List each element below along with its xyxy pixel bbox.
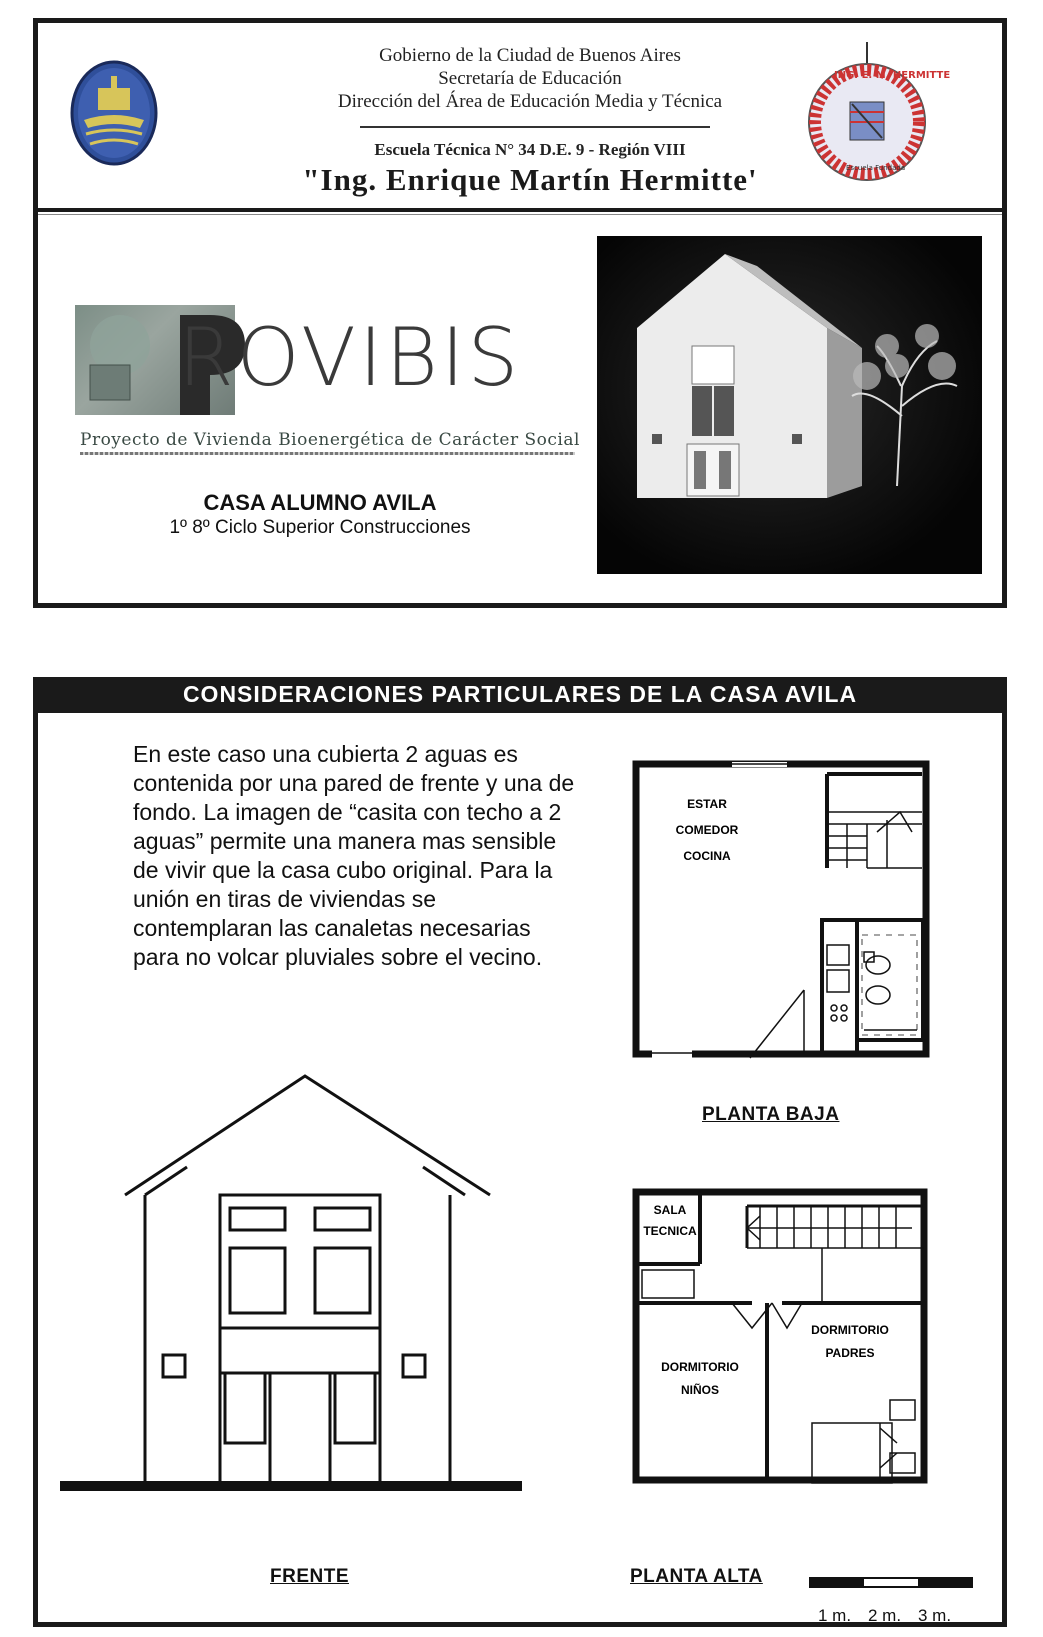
room-dorm-ninos-1: DORMITORIO [661,1360,739,1374]
school-line: Escuela Técnica N° 34 D.E. 9 - Región VIII [374,140,686,159]
planta-baja-caption: PLANTA BAJA [702,1104,840,1125]
emblem-sub: Escuela Fundada [846,164,906,172]
house-render-photo [597,236,982,574]
house-render-icon [597,236,982,574]
frente-elevation [60,1068,550,1508]
description-text: En este caso una cubierta 2 aguas es contenida por una pared de frente y una de fondo. La imagen de “casita con techo a 2 aguas” permite una manera mas sensible de vivir que la casa cubo original. Para la unión en tiras de viviendas se contemplaran las canaletas necesarias para no volcar pluviales sobre el vecino. [133,741,575,970]
room-dorm-ninos-2: NIÑOS [680,1383,720,1397]
frente-caption: FRENTE [270,1566,349,1587]
provibis-subtitle: Proyecto de Vivienda Bioenergética de Carácter Social [80,430,580,450]
school-name: "Ing. Enrique Martín Hermitte' [302,162,758,197]
scale-label-3m: 3 m. [918,1606,952,1625]
provibis-rule [80,452,575,455]
room-dorm-padres-2: PADRES [825,1346,875,1360]
planta-alta-caption: PLANTA ALTA [630,1566,763,1587]
header-divider-thin [38,214,1002,215]
gov-line-1: Gobierno de la Ciudad de Buenos Aires [379,45,681,66]
room-sala: SALA [653,1203,687,1217]
scale-bar [808,1576,978,1590]
gov-line-3: Dirección del Área de Educación Media y Técnica [337,91,723,112]
gov-line-2: Secretaría de Educación [438,68,622,89]
provibis-word: ROVIBIS [178,311,522,404]
room-comedor: COMEDOR [675,823,739,837]
casa-title: CASA ALUMNO AVILA [203,490,437,515]
scale-labels [818,1606,968,1626]
planta-alta-plan [632,1188,942,1488]
section-title: CONSIDERACIONES PARTICULARES DE LA CASA AVILA [182,681,858,707]
header-divider [38,208,1002,212]
emblem-text: ING. E. M. HERMITTE [834,70,951,81]
casa-subtitle: 1º 8º Ciclo Superior Construcciones [169,517,471,538]
scale-label-2m: 2 m. [868,1606,902,1625]
gov-rule [360,126,710,128]
planta-baja-plan [632,760,942,1070]
room-estar: ESTAR [687,797,727,811]
room-dorm-padres-1: DORMITORIO [811,1323,889,1337]
scale-label-1m: 1 m. [818,1606,852,1625]
room-tecnica: TECNICA [643,1224,697,1238]
room-cocina: COCINA [683,849,731,863]
city-emblem-icon [68,58,160,168]
